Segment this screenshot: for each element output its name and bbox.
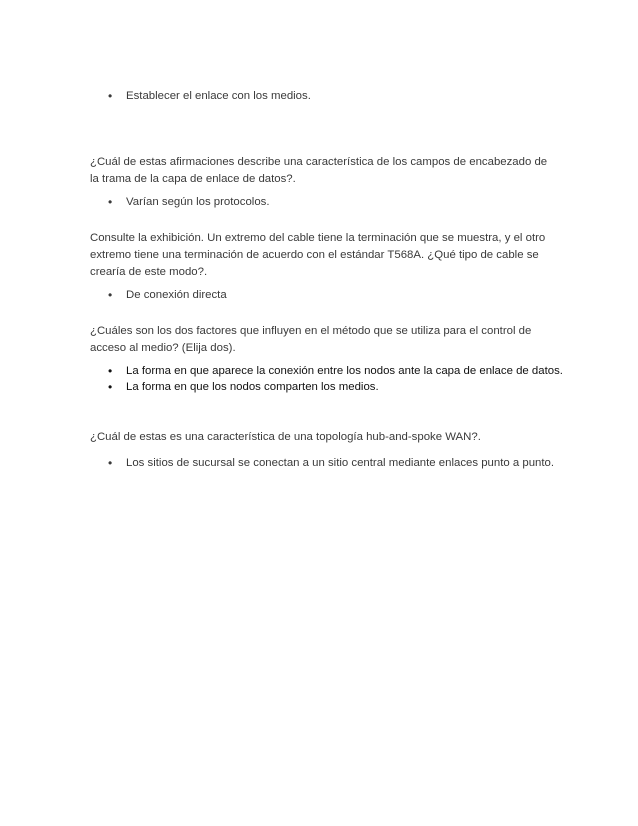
question-5: ¿Cuál de estas es una característica de una topología hub-and-spoke WAN?. (90, 431, 481, 443)
answer-item: • La forma en que aparece la conexión entre los nodos ante la capa de enlace de datos. (108, 363, 563, 379)
question-3: Consulte la exhibición. Un extremo del cable tiene la terminación que se muestra, y el otro extremo tiene una terminación de acuerdo con el estándar T568A. ¿Qué tipo de cable se crearía de este modo?. (90, 232, 546, 278)
answer-item: • De conexión directa (108, 287, 227, 303)
answer-list-4 (108, 363, 563, 395)
answer-item: • Los sitios de sucursal se conectan a un sitio central mediante enlaces punto a punto. (108, 455, 554, 471)
answer-list-1 (108, 88, 311, 104)
answer-list-3 (108, 287, 227, 303)
question-4: ¿Cuáles son los dos factores que influyen en el método que se utiliza para el control de acceso al medio? (Elija dos). (90, 325, 532, 354)
answer-item: • Establecer el enlace con los medios. (108, 88, 311, 104)
answer-list-2 (108, 194, 270, 210)
answer-list-5 (108, 455, 554, 471)
answer-item: • Varían según los protocolos. (108, 194, 270, 210)
answer-item: • La forma en que los nodos comparten los medios. (108, 379, 563, 395)
question-2: ¿Cuál de estas afirmaciones describe una característica de los campos de encabezado de la trama de la capa de enlace de datos?. (90, 156, 548, 185)
